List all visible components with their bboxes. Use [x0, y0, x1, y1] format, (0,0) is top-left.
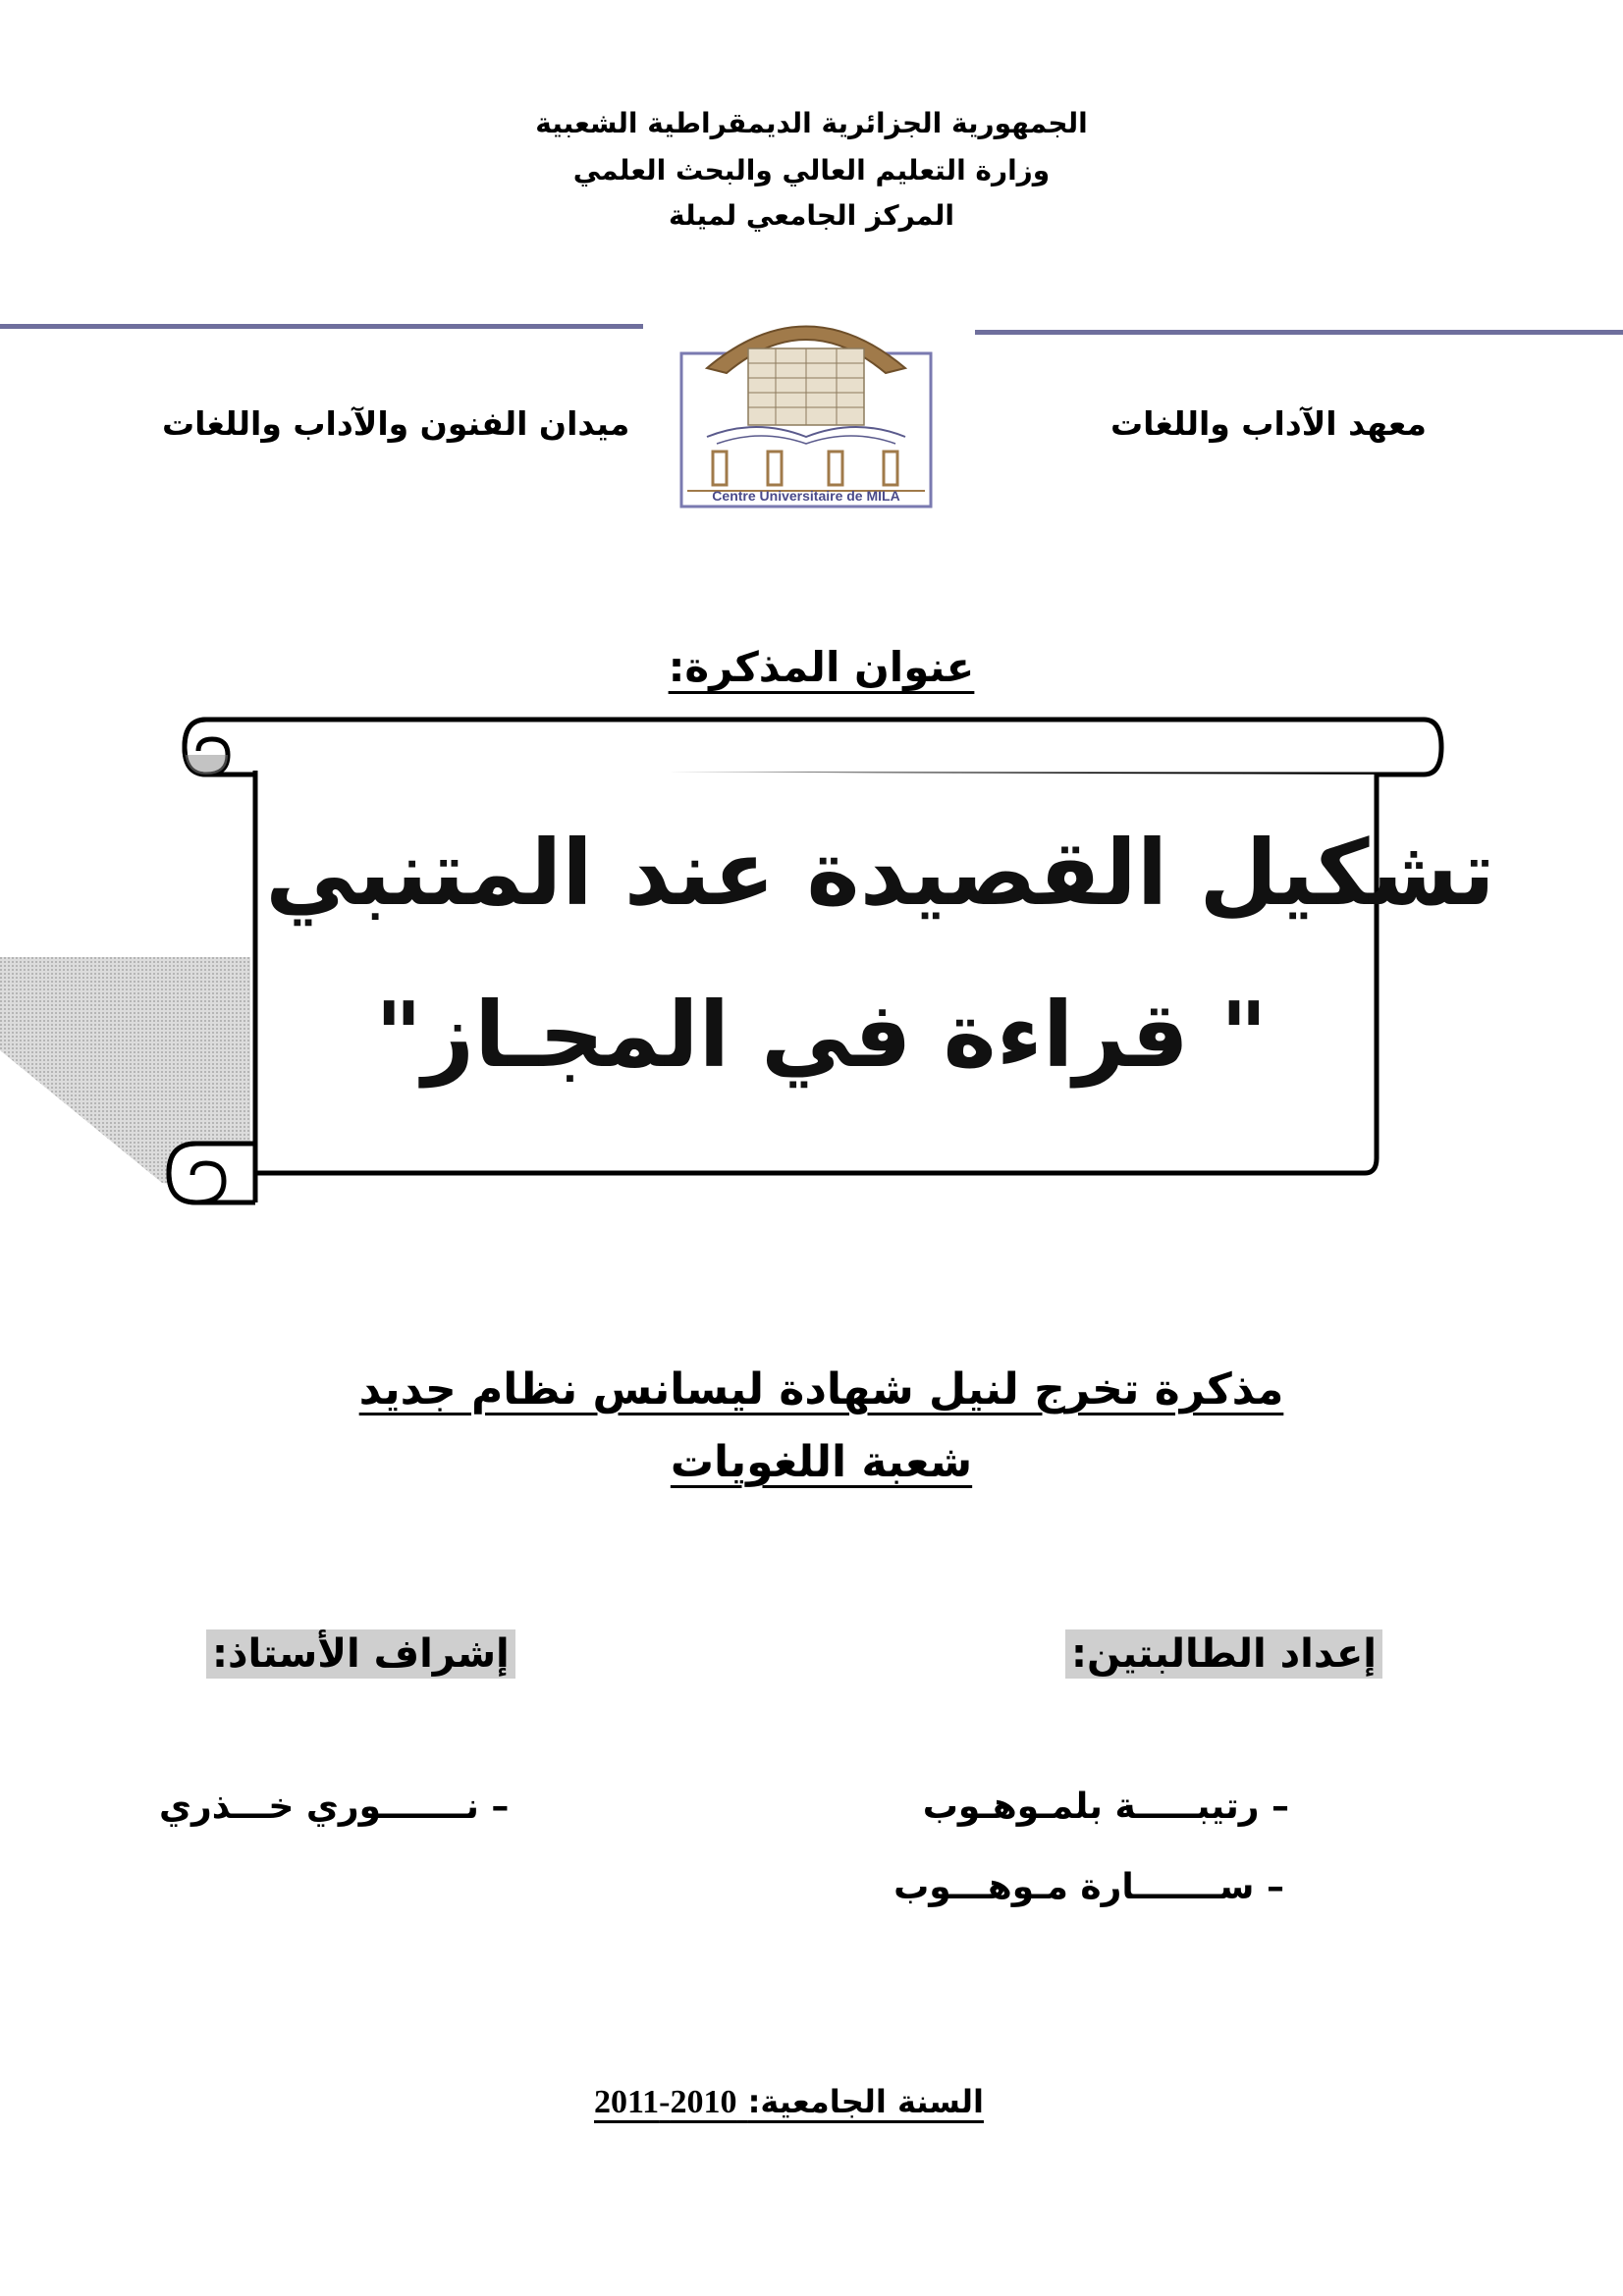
- thesis-title-line1: تشكيل القصيدة عند المتنبي: [265, 821, 1495, 926]
- students-label: إعداد الطالبتين:: [1065, 1629, 1382, 1679]
- left-rule: [0, 324, 643, 329]
- supervisor-name: – نـــــــوري خـــذري: [159, 1787, 510, 1827]
- academic-year-value: 2010-2011: [594, 2084, 737, 2120]
- field-label: ميدان الفنون والآداب واللغات: [162, 404, 630, 443]
- student-name-1: – رتيبـــــة بلمـوهـوب: [922, 1787, 1289, 1827]
- degree-line1: مذكرة تخرج لنيل شهادة ليسانس نظام جديد: [358, 1364, 1284, 1415]
- student-name-2: – ســـــــارة مـوهـــوب: [893, 1867, 1284, 1907]
- thesis-title-line2: " قراءة في المجـاز": [375, 983, 1268, 1088]
- title-scroll-frame: [147, 712, 1453, 1212]
- university-logo-icon: [677, 294, 935, 510]
- right-rule: [975, 330, 1623, 335]
- institute-label: معهد الآداب واللغات: [1109, 404, 1427, 443]
- header-republic: الجمهورية الجزائرية الديمقراطية الشعبية: [535, 107, 1088, 139]
- memo-title-label: عنوان المذكرة:: [668, 643, 975, 691]
- header-ministry: وزارة التعليم العالي والبحث العلمي: [572, 154, 1051, 187]
- logo-caption: Centre Universitaire de MILA: [712, 488, 900, 504]
- degree-line2: شعبة اللغويات: [670, 1437, 973, 1487]
- academic-year: [594, 2083, 984, 2121]
- academic-year-label: السنة الجامعية:: [747, 2083, 984, 2120]
- header-center: المركز الجامعي لميلة: [669, 199, 954, 232]
- supervisor-label: إشراف الأستاذ:: [206, 1629, 515, 1679]
- university-logo: [677, 294, 935, 510]
